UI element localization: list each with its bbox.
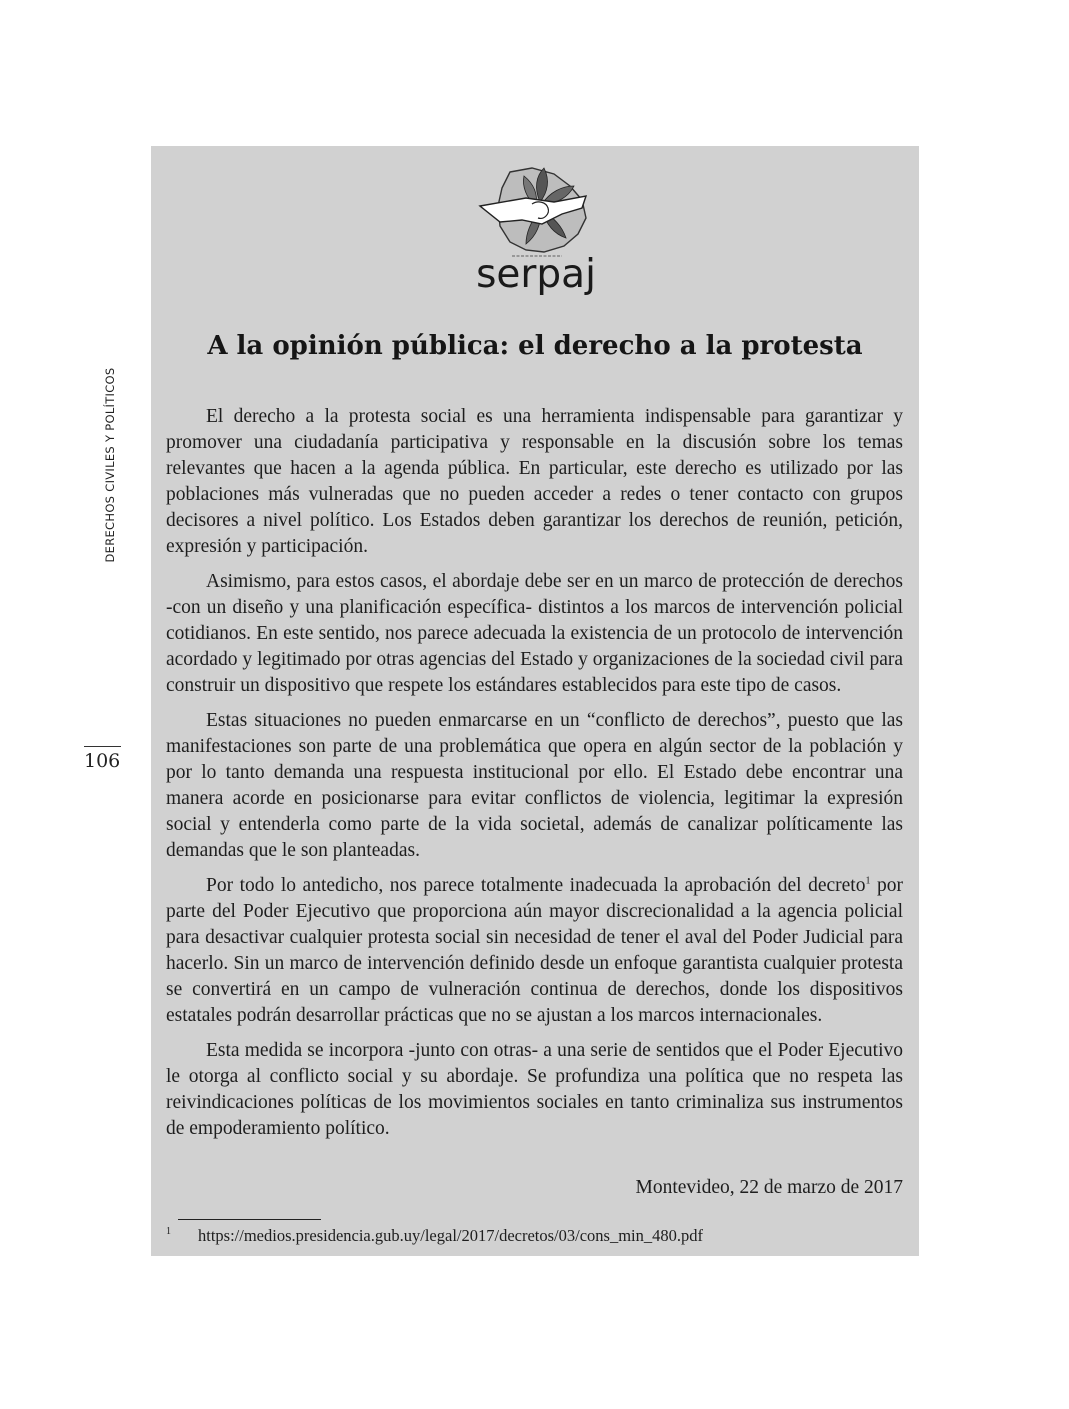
paragraph-3: Estas situaciones no pueden enmarcarse en un “conflicto de derechos”, puesto que las manifestaciones son parte de una problemática que opera en algún sector de la población y por lo tanto demanda una respuesta institucional por ello. El Estado debe encontrar una manera acorde en posicionarse para evitar conflictos de violencia, legitimar la expresión social y entenderla como parte de la vida societal, además de canalizar políticamente las demandas que le son planteadas. [166, 710, 903, 861]
page-number: 106 [84, 750, 121, 772]
footnote-rule [178, 1219, 321, 1220]
signature-date-place: Montevideo, 22 de marzo de 2017 [635, 1177, 903, 1198]
paragraph-2: Asimismo, para estos casos, el abordaje debe ser en un marco de protección de derechos -con un diseño y una planificación específica- distintos a los marcos de intervención policial cotidianos. En este sentido, nos parece adecuada la existencia de un protocolo de intervención acordado y legitimado por otras agencias del Estado y organizaciones de la sociedad civil para construir un dispositivo que respete los estándares establecidos para este tipo de casos. [166, 571, 903, 696]
serpaj-logo [470, 162, 602, 304]
footnote-link[interactable]: https://medios.presidencia.gub.uy/legal/2017/decretos/03/cons_min_480.pdf [198, 1226, 703, 1245]
logo-wordmark: serpaj [476, 252, 596, 297]
footnote-number: 1 [166, 1226, 171, 1237]
footnote-marker: 1 [865, 875, 871, 887]
paragraph-1: El derecho a la protesta social es una herramienta indispensable para garantizar y promover una ciudadanía participativa y responsable en la discusión sobre los temas relevantes que hacen a la agenda pública. En particular, este derecho es utilizado por las poblaciones más vulneradas que no pueden acceder a redes o tener contacto con grupos decisores a nivel político. Los Estados deben garantizar los derechos de reunión, petición, expresión y participación. [166, 406, 903, 557]
serpaj-hand-and-map-icon [470, 162, 602, 262]
paragraph-4 [166, 873, 903, 1029]
article-title: A la opinión pública: el derecho a la protesta [207, 331, 863, 361]
paragraph-4-text-b: por parte del Poder Ejecutivo que proporciona aún mayor discrecionalidad a la agencia policial para desactivar cualquier protesta social sin necesidad de tener el aval del Poder Judicial para hacerlo. Sin un marco de intervención definido desde un enfoque garantista cualquier protesta se convertirá en un campo de vulneración continua de derechos, donde los dispositivos estatales podrán desarrollar prácticas que no se ajustan a los marcos internacionales. [166, 875, 903, 1026]
page-number-rule [84, 746, 121, 747]
paragraph-4-text-a: Por todo lo antedicho, nos parece totalmente inadecuada la aprobación del decreto [206, 875, 866, 896]
running-header-section: DERECHOS CIVILES Y POLÍTICOS [103, 367, 117, 563]
footnote [166, 1226, 903, 1246]
paragraph-5: Esta medida se incorpora -junto con otras- a una serie de sentidos que el Poder Ejecutivo le otorga al conflicto social y su abordaje. Se profundiza una política que no respeta las reivindicaciones políticas de los movimientos sociales en tanto criminaliza sus instrumentos de empoderamiento político. [166, 1040, 903, 1139]
article-body [166, 404, 903, 1151]
